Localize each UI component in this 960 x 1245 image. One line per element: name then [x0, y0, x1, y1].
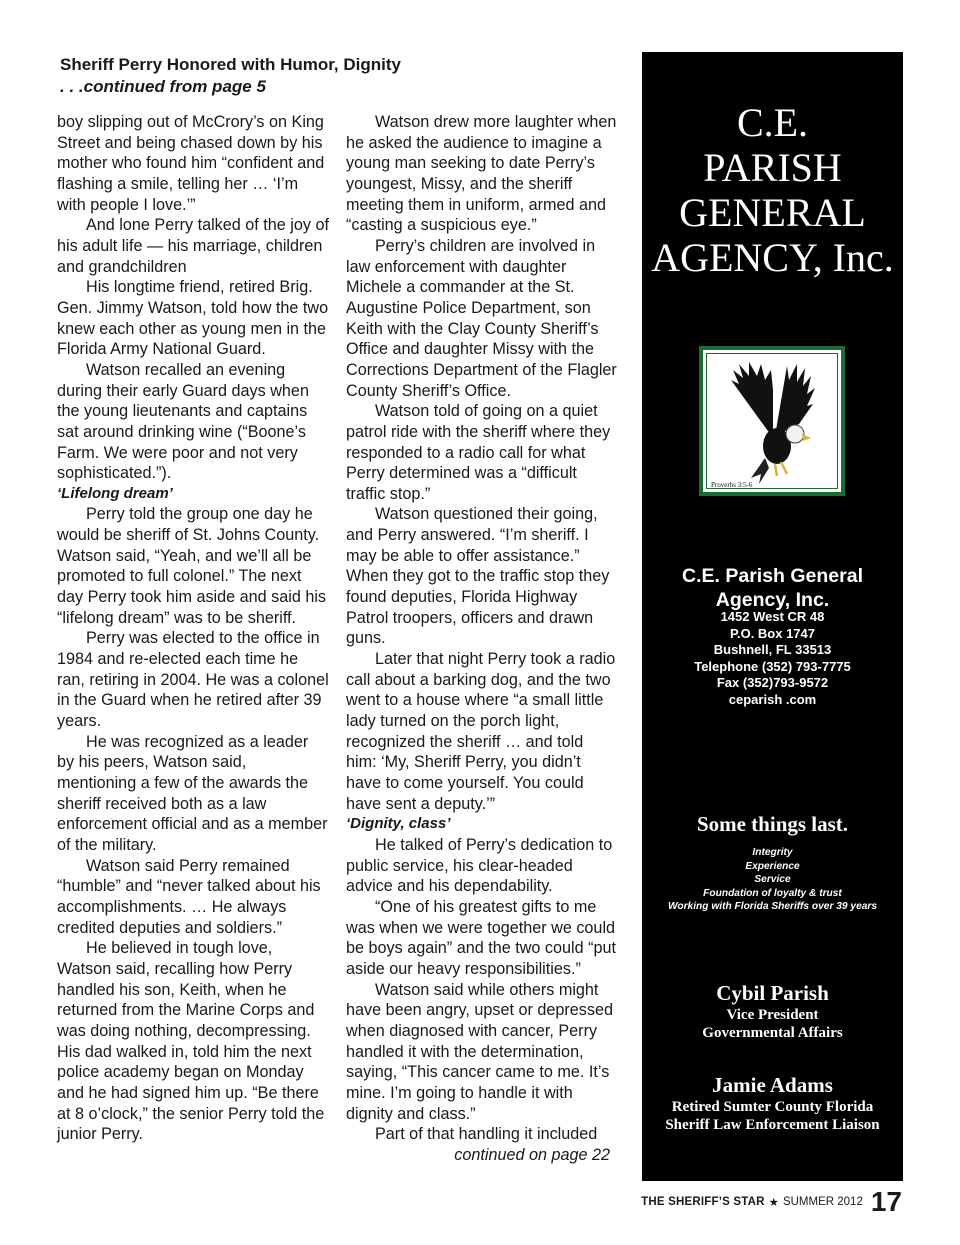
- page-number: 17: [870, 1186, 902, 1217]
- article-header: [60, 54, 401, 98]
- ad-values: Integrity Experience Service Foundation of loyalty & trust Working with Florida Sheriffs over 39 years: [667, 847, 878, 912]
- paragraph: Part of that handling it included: [375, 1125, 598, 1144]
- paragraph: boy slipping out of McCrory’s on King Street and being chased down by his mother who found him “confident and flashing a smile, telling her … ‘I’m with people I love.’”: [57, 113, 325, 214]
- paragraph: Watson told of going on a quiet patrol ride with the sheriff where they responded to a radio call for what Perry determined was a “difficult traffic stop.”: [346, 402, 611, 503]
- ad-contact-2: Jamie Adams Retired Sumter County Florida Sheriff Law Enforcement Liaison: [642, 1072, 903, 1134]
- issue-date: SUMMER 2012: [782, 1196, 863, 1208]
- paragraph: Perry told the group one day he would be sheriff of St. Johns County. Watson said, “Yeah, and we’ll all be promoted to full colonel.” The next day Perry took him aside and said his “lifelong dream” was to be sheriff.: [57, 505, 327, 627]
- paragraph: His longtime friend, retired Brig. Gen. Jimmy Watson, told how the two knew each other as young men in the Florida Army National Guard.: [57, 278, 329, 359]
- page-footer: [641, 1186, 902, 1218]
- ad-contact-1: Cybil Parish Vice President Governmental Affairs: [642, 980, 903, 1042]
- emblem-caption: Proverbs 3:5-6: [711, 481, 753, 489]
- contact-name: Cybil Parish: [716, 981, 829, 1005]
- paragraph: Perry’s children are involved in law enforcement with daughter Michele a commander at the St. Augustine Police Department, son Keith with the Clay County Sheriff’s Office and daughter Missy with the Corrections Department of the Flagler County Sheriff’s Office.: [346, 236, 617, 400]
- star-icon: ★: [768, 1197, 779, 1209]
- eagle-icon: [703, 350, 841, 492]
- subheading: ‘Dignity, class’: [346, 815, 451, 833]
- ad-street: 1452 West CR 48: [720, 609, 825, 624]
- advertisement: [642, 52, 903, 1181]
- ad-po-box: P.O. Box 1747: [729, 625, 816, 641]
- paragraph: Watson recalled an evening during their early Guard days when the young lieutenants and captains sat around drinking wine (“Boone’s Farm. We were poor and not very sophisticated.”).: [57, 360, 309, 483]
- paragraph: He was recognized as a leader by his peers, Watson said, mentioning a few of the awards the sheriff received both as a law enforcement official and as a member of the military.: [57, 732, 328, 854]
- article-title: Sheriff Perry Honored with Humor, Dignity: [60, 55, 401, 74]
- ad-address: [642, 609, 903, 708]
- article-column-1: [57, 112, 329, 1145]
- ad-city: Bushnell, FL 33513: [713, 642, 832, 657]
- paragraph: Later that night Perry took a radio call about a barking dog, and the two went to a house where “a small little lady turned on the porch light, recognized the sheriff … and told him: ‘My, Sheriff Perry, you didn’t have to come yourself. You could have sent a deputy.’”: [346, 650, 616, 813]
- paragraph: Perry was elected to the office in 1984 and re-elected each time he ran, retiring in 2004. He was a colonel in the Guard when he retired after 39 years.: [57, 629, 329, 731]
- paragraph: “One of his greatest gifts to me was when we were together we could be boys again” and the two could “put aside our heavy responsibilities.”: [346, 897, 616, 978]
- eagle-emblem: [699, 346, 845, 496]
- paragraph: Watson questioned their going, and Perry answered. “I’m sheriff. I may be able to offer assistance.” When they got to the traffic stop they found deputies, Florida Highway Patrol troopers, officers and drawn guns.: [346, 505, 610, 648]
- continued-from: . . .continued from page 5: [60, 77, 266, 96]
- paragraph: And lone Perry talked of the joy of his adult life — his marriage, children and grandchildren: [57, 216, 329, 276]
- ad-business-name: C.E. Parish General Agency, Inc.: [682, 565, 863, 611]
- subheading: ‘Lifelong dream’: [57, 484, 173, 502]
- ad-telephone: Telephone (352) 793-7775: [694, 658, 851, 674]
- paragraph: Watson said while others might have been angry, upset or depressed when diagnosed with cancer, Perry handled it with the determination, saying, “This cancer came to me. It’s mine. I’m going to handle it with dignity and class.”: [346, 980, 613, 1123]
- contact-name: Jamie Adams: [712, 1073, 833, 1097]
- paragraph: Watson drew more laughter when he asked the audience to imagine a young man seeking to date Perry’s youngest, Missy, and the sheriff meeting them in uniform, armed and “casting a suspicious eye.”: [346, 113, 617, 235]
- ad-company-heading: C.E. PARISH GENERAL AGENCY, Inc.: [651, 100, 894, 280]
- paragraph: He talked of Perry’s dedication to public service, his clear-headed advice and his dependability.: [346, 835, 613, 896]
- paragraph: Watson said Perry remained “humble” and “never talked about his accomplishments. … He always credited deputies and soldiers.”: [57, 856, 321, 937]
- article-column-2: [346, 112, 618, 1165]
- magazine-name: THE SHERIFF’S STAR: [641, 1196, 765, 1208]
- paragraph: He believed in tough love, Watson said, recalling how Perry handled his son, Keith, when he returned from the Marine Corps and was doing nothing, decompressing. His dad walked in, told him the next police academy began on Monday and he had signed him up. “Be there at 8 o’clock,” the senior Perry told the junior Perry.: [57, 939, 325, 1144]
- ad-slogan: Some things last.: [696, 812, 849, 836]
- ad-fax: Fax (352)793-9572: [716, 675, 829, 690]
- continued-on: continued on page 22: [454, 1145, 610, 1164]
- ad-website: ceparish .com: [728, 691, 817, 707]
